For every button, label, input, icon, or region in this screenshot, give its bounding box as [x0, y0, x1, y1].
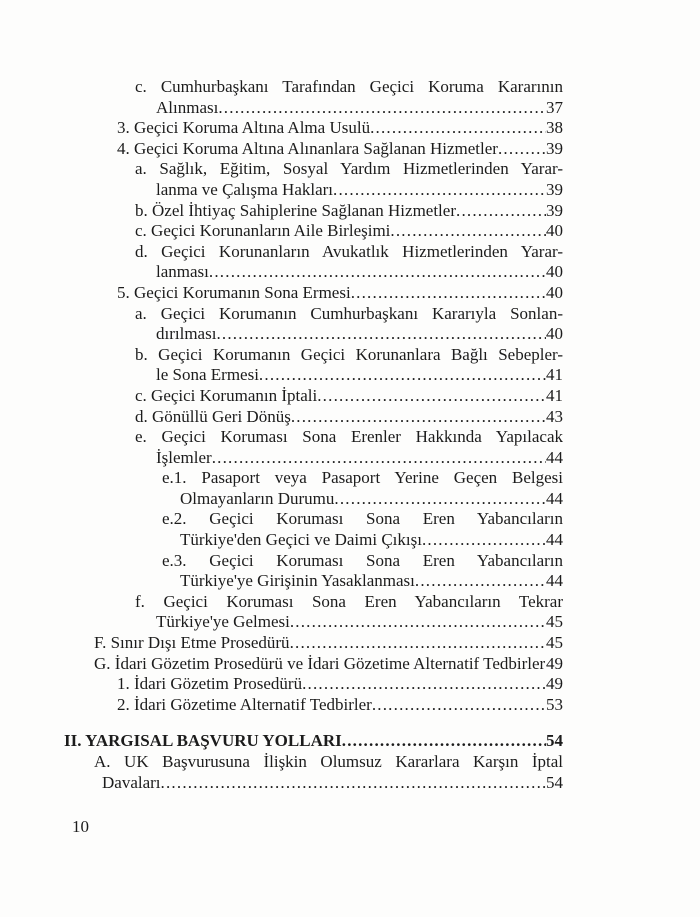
dot-leader — [415, 571, 546, 592]
dot-leader — [498, 139, 546, 160]
toc-entry-text: Alınması — [156, 97, 219, 117]
toc-entry-text: e.3. Geçici Koruması Sona Eren Yabancıların — [162, 550, 563, 570]
toc-line — [64, 773, 563, 794]
toc-entry-text: d. Gönüllü Geri Dönüş — [135, 406, 291, 426]
toc-entry-text: Türkiye'ye Gelmesi — [156, 612, 290, 632]
toc-page-ref: 44 — [546, 447, 563, 467]
toc-entry-text: lanma ve Çalışma Hakları — [156, 179, 334, 199]
toc-line — [64, 386, 563, 407]
toc-page-ref: 45 — [546, 612, 563, 632]
dot-leader — [342, 731, 546, 752]
folio-page-number: 10 — [72, 817, 89, 836]
toc-line — [64, 427, 563, 448]
toc-page-ref: 44 — [546, 530, 563, 550]
dot-leader — [216, 324, 546, 345]
toc-page-ref: 44 — [546, 571, 563, 591]
toc-line — [64, 468, 563, 489]
toc-line — [64, 612, 563, 633]
toc-entry-text: e.2. Geçici Koruması Sona Eren Yabancıların — [162, 509, 563, 529]
dot-leader — [422, 530, 546, 551]
dot-leader — [334, 489, 546, 510]
toc-line — [64, 731, 563, 752]
toc-page-ref: 40 — [546, 221, 563, 241]
toc-line — [64, 509, 563, 530]
toc-entry-text: d. Geçici Korunanların Avukatlık Hizmetlerinden Yarar- — [135, 241, 563, 261]
dot-leader — [290, 612, 546, 633]
toc-entry-text: 5. Geçici Korumanın Sona Ermesi — [117, 282, 351, 302]
toc-entry-text: 4. Geçici Koruma Altına Alınanlara Sağlanan Hizmetler — [117, 138, 498, 158]
toc-page-ref: 54 — [546, 731, 563, 751]
dot-leader — [161, 773, 546, 794]
dot-leader — [333, 180, 546, 201]
toc-line — [64, 221, 563, 242]
toc-line — [64, 283, 563, 304]
toc-page-ref: 44 — [546, 488, 563, 508]
toc-line — [64, 139, 563, 160]
toc-page-ref: 40 — [546, 324, 563, 344]
toc-line — [64, 592, 563, 613]
toc-page-ref: 45 — [546, 633, 563, 653]
toc-entry-text: 3. Geçici Koruma Altına Alma Usulü — [117, 118, 371, 138]
dot-leader — [259, 365, 546, 386]
toc-line — [64, 695, 563, 716]
dot-leader — [209, 262, 546, 283]
toc-entry-text: F. Sınır Dışı Etme Prosedürü — [94, 633, 290, 653]
toc-line — [64, 324, 563, 345]
toc-entry-text: e. Geçici Koruması Sona Erenler Hakkında Yapılacak — [135, 427, 563, 447]
toc-entry-text: 1. İdari Gözetim Prosedürü — [117, 674, 303, 694]
toc-page-ref: 37 — [546, 97, 563, 117]
toc-line — [64, 365, 563, 386]
toc-line — [64, 448, 563, 469]
toc-entry-text: c. Cumhurbaşkanı Tarafından Geçici Koruma Kararının — [135, 77, 563, 96]
toc-entry-text: b. Özel İhtiyaç Sahiplerine Sağlanan Hizmetler — [135, 200, 456, 220]
toc-page-ref: 39 — [546, 138, 563, 158]
toc-line — [64, 180, 563, 201]
toc-line — [64, 674, 563, 695]
toc-page-ref: 39 — [546, 200, 563, 220]
toc-line — [64, 304, 563, 325]
toc-line — [64, 242, 563, 263]
dot-leader — [290, 633, 546, 654]
toc-page-ref: 43 — [546, 406, 563, 426]
toc-line — [64, 654, 563, 675]
dot-leader — [302, 674, 546, 695]
toc-entry-text: dırılması — [156, 324, 217, 344]
dot-leader — [291, 407, 546, 428]
toc-entry-text: le Sona Ermesi — [156, 365, 259, 385]
toc-entry-text: Davaları — [102, 772, 161, 792]
toc-line — [64, 407, 563, 428]
toc-page-ref: 49 — [546, 653, 563, 673]
toc-page-ref: 40 — [546, 282, 563, 302]
toc-page-ref: 53 — [546, 694, 563, 714]
toc-entry-text: c. Geçici Korumanın İptali — [135, 385, 318, 405]
toc-page-ref: 38 — [546, 118, 563, 138]
toc-page-ref: 49 — [546, 674, 563, 694]
dot-leader — [456, 201, 546, 222]
toc-entry-text: II. YARGISAL BAŞVURU YOLLARI — [64, 731, 342, 751]
toc-entry-text: İşlemler — [156, 447, 212, 467]
toc-line — [64, 571, 563, 592]
dot-leader — [372, 695, 546, 716]
toc-line — [64, 345, 563, 366]
table-of-contents — [64, 77, 563, 793]
toc-line — [64, 633, 563, 654]
dot-leader — [218, 98, 546, 119]
toc-entry-text: A. UK Başvurusuna İlişkin Olumsuz Kararlara Karşın İptal — [94, 752, 563, 771]
toc-line — [64, 262, 563, 283]
toc-page-ref: 41 — [546, 385, 563, 405]
toc-entry-text: b. Geçici Korumanın Geçici Korunanlara Bağlı Sebepler- — [135, 344, 563, 364]
toc-page-ref: 40 — [546, 262, 563, 282]
toc-entry-text: Olmayanların Durumu — [180, 488, 335, 508]
toc-page-ref: 41 — [546, 365, 563, 385]
toc-line — [64, 98, 563, 119]
toc-entry-text: Türkiye'ye Girişinin Yasaklanması — [180, 571, 415, 591]
dot-leader — [317, 386, 546, 407]
toc-line — [64, 489, 563, 510]
toc-entry-text: a. Sağlık, Eğitim, Sosyal Yardım Hizmetlerinden Yarar- — [135, 159, 563, 179]
toc-line — [64, 77, 563, 98]
toc-entry-text: G. İdari Gözetim Prosedürü ve İdari Gözetime Alternatif Tedbirler — [94, 653, 546, 673]
toc-entry-text: c. Geçici Korunanların Aile Birleşimi — [135, 221, 391, 241]
toc-entry-text: 2. İdari Gözetime Alternatif Tedbirler — [117, 694, 372, 714]
toc-entry-text: e.1. Pasaport veya Pasaport Yerine Geçen Belgesi — [162, 468, 563, 488]
toc-line — [64, 118, 563, 139]
dot-leader — [390, 221, 546, 242]
toc-line — [64, 530, 563, 551]
toc-line — [64, 201, 563, 222]
toc-entry-text: Türkiye'den Geçici ve Daimi Çıkışı — [180, 530, 422, 550]
toc-entry-text: f. Geçici Koruması Sona Eren Yabancıların Tekrar — [135, 591, 563, 611]
toc-line — [64, 159, 563, 180]
toc-line — [64, 551, 563, 572]
dot-leader — [351, 283, 546, 304]
toc-spacer — [64, 715, 563, 731]
dot-leader — [212, 448, 546, 469]
toc-entry-text: a. Geçici Korumanın Cumhurbaşkanı Kararıyla Sonlan- — [135, 303, 563, 323]
dot-leader — [370, 118, 546, 139]
toc-line — [64, 752, 563, 773]
toc-entry-text: lanması — [156, 262, 209, 282]
toc-page-ref: 54 — [546, 772, 563, 792]
toc-page-ref: 39 — [546, 179, 563, 199]
